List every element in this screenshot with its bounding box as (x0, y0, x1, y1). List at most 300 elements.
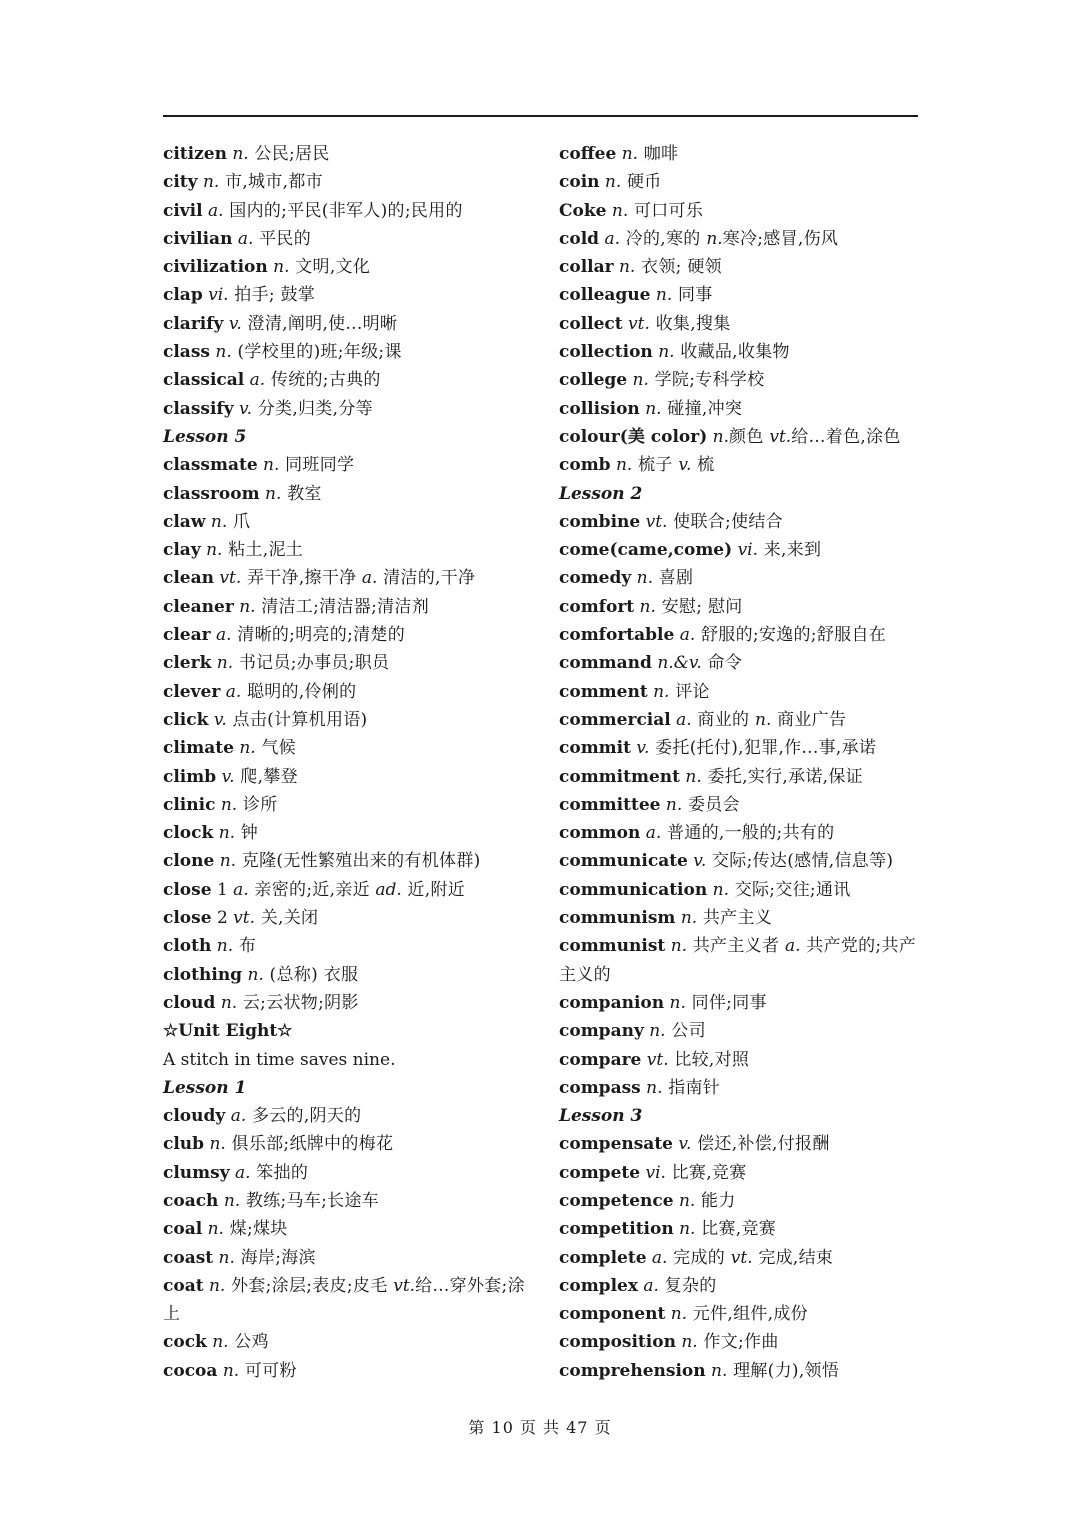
left-column (163, 140, 533, 1385)
vocab-entry (163, 989, 533, 1017)
headword: compensate (559, 1134, 673, 1155)
definition: 同事 (672, 285, 713, 306)
definition: 近,附近 (401, 879, 466, 900)
header-rule (163, 115, 918, 117)
definition: 钟 (235, 823, 259, 844)
vocab-entry (559, 819, 921, 847)
headword: clone (163, 851, 215, 872)
part-of-speech: n. (206, 540, 223, 561)
definition: 委员会 (682, 794, 740, 815)
headword: comb (559, 455, 611, 476)
definition: 委托(托付),犯罪,作...事,承诺 (649, 738, 877, 759)
part-of-speech: a. (784, 936, 801, 957)
part-of-speech: n. (273, 257, 290, 278)
definition: 学院;专科学校 (648, 370, 765, 391)
definition: 命令 (701, 653, 743, 674)
part-of-speech: n. (615, 455, 633, 476)
headword: coin (559, 172, 600, 193)
definition: 共产党的;共产主义的 (559, 936, 917, 985)
part-of-speech: a. (237, 228, 254, 249)
headword: clerk (163, 653, 212, 674)
definition: 完成的 (667, 1247, 731, 1268)
part-of-speech: n. (670, 1304, 688, 1325)
vocab-entry (559, 1159, 921, 1187)
lesson-heading: Lesson 5 (163, 426, 247, 447)
headword: commercial (559, 709, 671, 730)
part-of-speech: vt. (769, 426, 792, 447)
part-of-speech: a. (249, 370, 266, 391)
part-of-speech: n. (646, 1077, 663, 1098)
headword: coat (163, 1275, 204, 1296)
headword: cleaner (163, 596, 234, 617)
part-of-speech: n.&v. (657, 653, 702, 674)
definition: 交际;传达(感情,信息等) (706, 851, 894, 872)
definition: 衣领; 硬领 (635, 257, 722, 278)
vocab-entry (559, 1244, 921, 1272)
definition: 比赛,竞赛 (665, 1162, 747, 1183)
vocab-entry (163, 253, 533, 281)
headword: command (559, 653, 652, 674)
definition: 诊所 (237, 794, 278, 815)
part-of-speech: n. (263, 455, 280, 476)
vocab-entry (559, 649, 921, 677)
vocab-entry (559, 1300, 921, 1328)
part-of-speech: n. (209, 1134, 226, 1155)
vocab-entry (163, 168, 533, 196)
definition: 气候 (255, 738, 297, 759)
definition: 粘土,泥土 (222, 540, 304, 561)
part-of-speech: n. (711, 1360, 728, 1381)
definition: 爪 (227, 511, 251, 532)
vocab-entry (163, 480, 533, 508)
headword: clumsy (163, 1162, 230, 1183)
part-of-speech: n. (685, 766, 702, 787)
part-of-speech: a. (233, 879, 249, 900)
lesson-heading: Lesson 3 (559, 1106, 643, 1127)
definition: 碰撞,冲突 (661, 398, 743, 419)
headword: classify (163, 398, 234, 419)
vocab-entry (559, 621, 921, 649)
definition: 收藏品,收集物 (674, 342, 790, 363)
part-of-speech: n. (679, 1219, 696, 1240)
definition: 教室 (281, 483, 322, 504)
headword: companion (559, 992, 665, 1013)
definition: 收集,搜集 (649, 313, 731, 334)
headword: coffee (559, 144, 617, 164)
part-of-speech: a. (604, 228, 620, 249)
headword: collision (559, 398, 640, 419)
part-of-speech: n. (216, 936, 234, 957)
headword: compare (559, 1049, 642, 1070)
vocab-entry (559, 678, 921, 706)
vocab-entry (559, 1046, 921, 1074)
definition: 比较,对照 (668, 1049, 750, 1070)
headword: civilization (163, 257, 268, 278)
headword: collection (559, 342, 653, 363)
part-of-speech: n. (220, 794, 238, 815)
part-of-speech: n. (604, 172, 622, 193)
part-of-speech: vt. (219, 568, 242, 589)
vocab-entry (559, 1328, 921, 1356)
headword: comfort (559, 596, 635, 617)
headword: comedy (559, 568, 632, 589)
headword: comfortable (559, 625, 675, 646)
definition: 清洁的,干净 (377, 568, 476, 589)
headword: combine (559, 511, 641, 532)
definition: 清晰的;明亮的;清楚的 (231, 625, 406, 646)
definition: 咖啡 (638, 144, 679, 164)
part-of-speech: a. (679, 625, 696, 646)
definition: 交际;交往;通讯 (728, 879, 851, 900)
vocab-entry (163, 366, 533, 394)
headword: click (163, 709, 209, 730)
part-of-speech: n. (208, 1275, 226, 1296)
headword: climate (163, 738, 234, 759)
definition: 硬币 (621, 172, 662, 193)
definition: 共产主义者 (687, 936, 785, 957)
definition: 点击(计算机用语) (226, 709, 368, 730)
headword: communicate (559, 851, 688, 872)
definition: 清洁工;清洁器;清洁剂 (255, 596, 430, 617)
part-of-speech: n. (202, 172, 220, 193)
vocab-entry (163, 225, 533, 253)
vocab-entry (559, 168, 921, 196)
right-column (559, 140, 921, 1385)
part-of-speech: n. (247, 964, 264, 985)
definition: 多云的,阴天的 (246, 1106, 362, 1127)
part-of-speech: n. (712, 426, 730, 447)
definition: 煤;煤块 (223, 1219, 288, 1240)
headword: cloud (163, 992, 216, 1013)
definition: 安慰; 慰问 (655, 596, 743, 617)
vocab-entry (559, 564, 921, 592)
part-of-speech: n. (218, 1247, 235, 1268)
headword: collar (559, 257, 614, 278)
definition: 可可粉 (239, 1360, 297, 1381)
headword: cock (163, 1332, 207, 1353)
definition: 比赛,竞赛 (695, 1219, 777, 1240)
definition: 作文;作曲 (697, 1332, 779, 1353)
vocab-entry (559, 1272, 921, 1300)
vocab-entry (163, 706, 533, 734)
vocab-entry (559, 1187, 921, 1215)
part-of-speech: vt. (393, 1275, 416, 1296)
headword: civilian (163, 228, 233, 249)
part-of-speech: n. (681, 1332, 698, 1353)
vocab-entry (559, 310, 921, 338)
part-of-speech: v. (693, 851, 707, 872)
definition: 理解(力),领悟 (727, 1360, 840, 1381)
part-of-speech: n. (220, 992, 238, 1013)
definition: 公司 (665, 1021, 706, 1042)
headword: Coke (559, 200, 607, 221)
definition: 聪明的,伶俐的 (241, 681, 357, 702)
definition: 颜色 (729, 426, 770, 447)
headword: compass (559, 1077, 641, 1098)
part-of-speech: v. (228, 313, 242, 334)
part-of-speech: a. (676, 709, 692, 730)
vocab-entry (163, 564, 533, 592)
headword: communist (559, 936, 666, 957)
headword: competition (559, 1219, 674, 1240)
headword: component (559, 1304, 666, 1325)
definition: 元件,组件,成份 (687, 1304, 808, 1325)
vocab-entry (163, 1187, 533, 1215)
part-of-speech: n. (649, 1021, 666, 1042)
headword: communication (559, 879, 708, 900)
definition: 文明,文化 (289, 257, 371, 278)
part-of-speech: a. (208, 200, 224, 221)
headword: class (163, 342, 210, 363)
definition: 笨拙的 (250, 1162, 309, 1183)
vocab-entry (163, 678, 533, 706)
vocab-entry (559, 791, 921, 819)
headword: commit (559, 738, 631, 759)
definition: 共产主义 (697, 908, 773, 929)
vocab-entry (163, 819, 533, 847)
headword: composition (559, 1332, 676, 1353)
headword: commitment (559, 766, 680, 787)
vocab-entry (163, 1357, 533, 1385)
part-of-speech: v. (239, 398, 253, 419)
vocab-entry (163, 1159, 533, 1187)
vocab-entry (559, 423, 921, 451)
definition: 偿还,补偿,付报酬 (691, 1134, 830, 1155)
headword: collect (559, 313, 623, 334)
part-of-speech: n. (216, 653, 234, 674)
vocab-entry (559, 1215, 921, 1243)
definition: 亲密的;近,亲近 (248, 879, 370, 900)
headword: close (163, 879, 212, 900)
part-of-speech: n. (222, 1360, 240, 1381)
definition: 俱乐部;纸牌中的梅花 (225, 1134, 394, 1155)
part-of-speech: n. (611, 200, 629, 221)
vocab-entry (559, 197, 921, 225)
headword: clever (163, 681, 221, 702)
part-of-speech: a. (230, 1106, 247, 1127)
vocab-entry (163, 140, 533, 168)
headword: cold (559, 228, 600, 249)
vocab-entry (163, 1272, 533, 1329)
vocab-entry (163, 536, 533, 564)
vocab-entry (559, 763, 921, 791)
headword: clap (163, 285, 203, 306)
headword: coach (163, 1190, 219, 1211)
headword: citizen (163, 144, 227, 164)
vocab-entry (163, 876, 533, 904)
part-of-speech: n. (653, 681, 670, 702)
vocab-entry (163, 1328, 533, 1356)
vocab-entry (559, 281, 921, 309)
definition: 爬,攀登 (234, 766, 298, 787)
sense-number: 2 (211, 908, 234, 929)
part-of-speech: n. (680, 908, 698, 929)
vocab-entry (559, 1130, 921, 1158)
part-of-speech: n. (232, 144, 249, 164)
part-of-speech: vi. (645, 1162, 666, 1183)
part-of-speech: a. (645, 823, 662, 844)
part-of-speech: n. (265, 483, 282, 504)
part-of-speech: n. (210, 511, 228, 532)
definition: 商业的 (691, 709, 755, 730)
definition: 梳子 (632, 455, 679, 476)
definition: 完成,结束 (752, 1247, 834, 1268)
sense-number: 1 (211, 879, 234, 900)
vocab-entry (559, 989, 921, 1017)
vocab-entry (559, 847, 921, 875)
part-of-speech: vt. (233, 908, 256, 929)
vocab-entry (163, 310, 533, 338)
definition: 拍手; 鼓掌 (228, 285, 316, 306)
definition: 给…着色,涂色 (791, 426, 901, 447)
part-of-speech: vt. (645, 511, 668, 532)
vocab-entry (559, 593, 921, 621)
definition: 使联合;使结合 (667, 511, 783, 532)
headword: colour(美 color) (559, 426, 708, 447)
headword: clear (163, 625, 211, 646)
vocab-entry (163, 1244, 533, 1272)
headword: colleague (559, 285, 651, 306)
definition: 公鸡 (228, 1332, 269, 1353)
headword: close (163, 908, 212, 929)
headword: clay (163, 540, 201, 561)
vocab-entry (559, 508, 921, 536)
part-of-speech: n. (670, 936, 688, 957)
vocab-entry (559, 253, 921, 281)
definition: 书记员;办事员;职员 (233, 653, 390, 674)
definition: 舒服的;安逸的;舒服自在 (695, 625, 887, 646)
headword: committee (559, 794, 661, 815)
headword: cloth (163, 936, 212, 957)
definition: 普通的,一般的;共有的 (661, 823, 835, 844)
vocab-entry (163, 338, 533, 366)
definition: (学校里的)班;年级;课 (231, 342, 402, 363)
vocab-entry (559, 1017, 921, 1045)
vocab-entry (559, 140, 921, 168)
definition: 寒冷;感冒,伤风 (722, 228, 839, 249)
part-of-speech: n. (621, 144, 639, 164)
headword: coast (163, 1247, 214, 1268)
vocab-entry (559, 734, 921, 762)
vocab-entry (559, 876, 921, 904)
vocab-entry (559, 904, 921, 932)
definition: 弄干净,擦干净 (241, 568, 357, 589)
part-of-speech: a. (225, 681, 242, 702)
headword: clothing (163, 964, 243, 985)
definition: 指南针 (662, 1077, 721, 1098)
page-footer: 第 10 页 共 47 页 (468, 1418, 612, 1437)
headword: complete (559, 1247, 647, 1268)
vocab-entry (163, 593, 533, 621)
vocab-entry (163, 281, 533, 309)
part-of-speech: n. (669, 992, 686, 1013)
vocab-entry (559, 706, 921, 734)
vocab-entry (559, 395, 921, 423)
part-of-speech: n. (706, 228, 723, 249)
headword: come(came,come) (559, 540, 733, 561)
vocab-entry (163, 961, 533, 989)
headword: comment (559, 681, 648, 702)
definition: 海岸;海滨 (234, 1247, 316, 1268)
definition: 来,来到 (758, 540, 822, 561)
part-of-speech: v. (221, 766, 235, 787)
definition: 冷的,寒的 (620, 228, 707, 249)
headword: classroom (163, 483, 260, 504)
part-of-speech: vt. (646, 1049, 669, 1070)
part-of-speech: n. (239, 738, 256, 759)
part-of-speech: n. (639, 596, 656, 617)
headword: clean (163, 568, 214, 589)
vocab-entry (163, 847, 533, 875)
headword: compete (559, 1162, 641, 1183)
definition: 梳 (691, 455, 715, 476)
definition: 同班同学 (279, 455, 355, 476)
part-of-speech: a. (216, 625, 232, 646)
headword: common (559, 823, 641, 844)
part-of-speech: a. (643, 1275, 659, 1296)
definition: 澄清,阐明,使...明晰 (241, 313, 398, 334)
part-of-speech: n. (223, 1190, 241, 1211)
part-of-speech: a. (361, 568, 378, 589)
vocab-entry (163, 763, 533, 791)
vocab-entry (163, 395, 533, 423)
headword: classmate (163, 455, 258, 476)
part-of-speech: v. (678, 1134, 692, 1155)
vocab-entry (163, 451, 533, 479)
proverb: A stitch in time saves nine. (163, 1049, 396, 1070)
vocab-entry (163, 1102, 533, 1130)
part-of-speech: a. (651, 1247, 668, 1268)
headword: clarify (163, 313, 224, 334)
part-of-speech: v. (636, 738, 650, 759)
part-of-speech: a. (235, 1162, 251, 1183)
headword: complex (559, 1275, 638, 1296)
part-of-speech: n. (212, 1332, 229, 1353)
part-of-speech: n. (618, 257, 636, 278)
vocab-entry (559, 451, 921, 479)
vocab-entry (559, 536, 921, 564)
vocab-entry (559, 1074, 921, 1102)
definition: 能力 (695, 1190, 736, 1211)
part-of-speech: n. (712, 879, 729, 900)
headword: cloudy (163, 1106, 226, 1127)
headword: city (163, 172, 198, 193)
definition: 传统的;古典的 (265, 370, 381, 391)
definition: 教练;马车;长途车 (240, 1190, 380, 1211)
part-of-speech: n. (207, 1219, 224, 1240)
part-of-speech: vt. (628, 313, 650, 334)
headword: club (163, 1134, 205, 1155)
definition: 关,关闭 (255, 908, 319, 929)
vocab-entry (163, 1130, 533, 1158)
definition: 公民;居民 (248, 144, 330, 164)
headword: clinic (163, 794, 216, 815)
vocab-entry (163, 649, 533, 677)
headword: claw (163, 511, 206, 532)
part-of-speech: n. (665, 794, 683, 815)
definition: 可口可乐 (628, 200, 704, 221)
vocab-entry (163, 791, 533, 819)
vocab-entry (163, 734, 533, 762)
vocab-entry (559, 225, 921, 253)
vocab-entry (163, 197, 533, 225)
part-of-speech: n. (218, 823, 236, 844)
definition: 布 (233, 936, 257, 957)
vocab-entry (559, 932, 921, 989)
headword: civil (163, 200, 203, 221)
headword: company (559, 1021, 644, 1042)
part-of-speech: n. (658, 342, 675, 363)
